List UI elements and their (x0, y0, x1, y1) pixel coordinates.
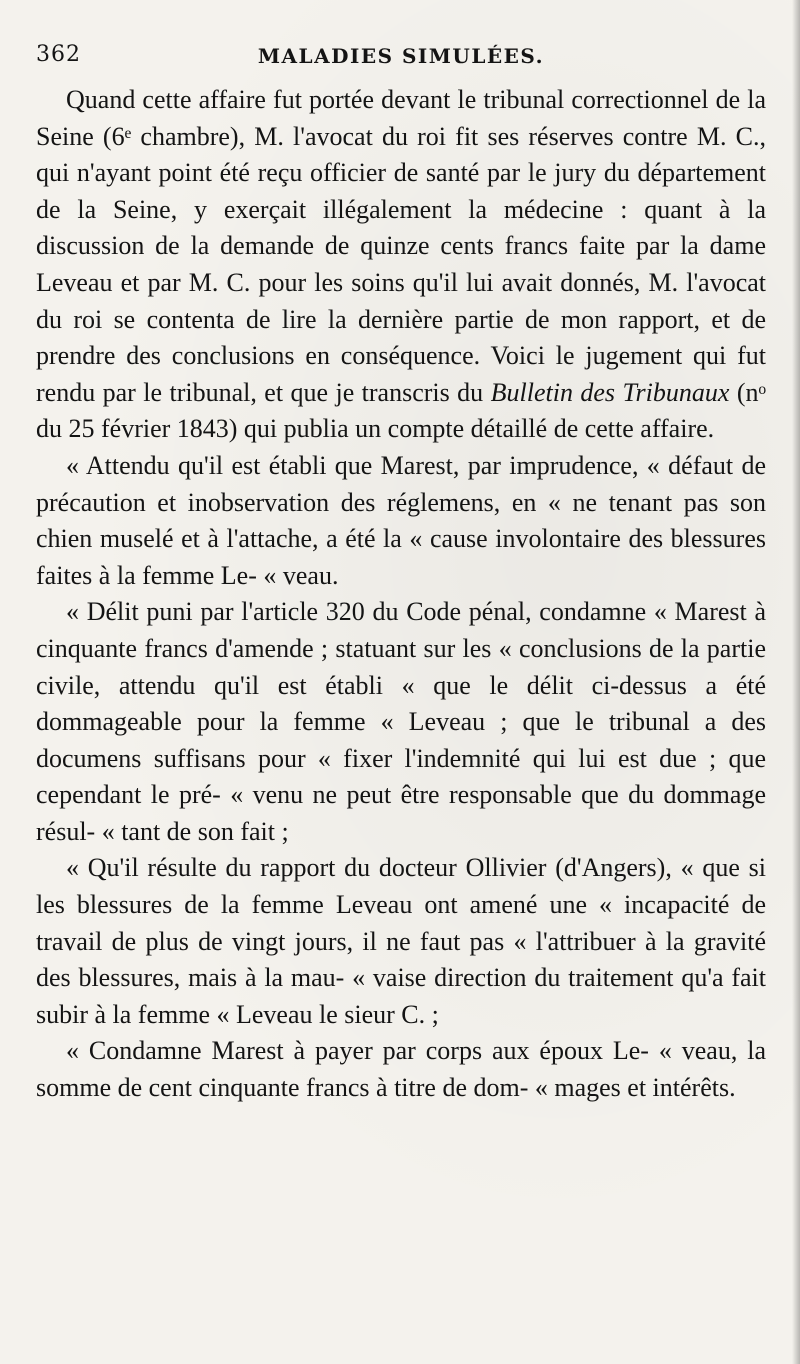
running-title: MALADIES SIMULÉES. (257, 44, 545, 68)
judgment-paragraph-3: « Qu'il résulte du rapport du docteur Ollivier (d'Angers), « que si les blessures de la femme Leveau ont amené une « incapacité de travail de plus de vingt jours, il ne faut pas « l'attribuer à la gravité des blessures, mais à la mau- « vaise direction du traitement qu'a fait subir à la femme « Leveau le sieur C. ; (36, 853, 766, 1029)
page-header (36, 38, 766, 82)
page-edge-shadow (792, 0, 800, 1364)
body-text (36, 82, 766, 1107)
journal-title-italic: Bulletin des Tribunaux (490, 377, 730, 407)
paragraph-intro-text-a: Quand cette affaire fut portée devant le tribunal correctionnel de la Seine (6ᵉ chambre), M. l'avocat du roi fit ses réserves contre M. C., qui n'ayant point été reçu officier de santé par le jury du département de la Seine, y exerçait illégalement la médecine : quant à la discussion de la demande de quinze cents francs faite par la dame Leveau et par M. C. pour les soins qu'il lui avait donnés, M. l'avocat du roi se contenta de lire la dernière partie de mon rapport, et de prendre des conclusions en conséquence. Voici le jugement qui fut rendu par le tribunal, et que je transcris du (36, 85, 766, 407)
judgment-paragraph-4: « Condamne Marest à payer par corps aux époux Le- « veau, la somme de cent cinquante francs à titre de dom- « mages et intérêts. (36, 1036, 766, 1103)
judgment-paragraph-2: « Délit puni par l'article 320 du Code pénal, condamne « Marest à cinquante francs d'amende ; statuant sur les « conclusions de la partie civile, attendu qu'il est établi « que le délit ci-dessus a été dommageable pour la femme « Leveau ; que le tribunal a des documens suffisans pour « fixer l'indemnité qui lui est due ; que cependant le pré- « venu ne peut être responsable que du dommage résul- « tant de son fait ; (36, 597, 766, 846)
page-number: 362 (36, 42, 81, 67)
judgment-paragraph-1: « Attendu qu'il est établi que Marest, par imprudence, « défaut de précaution et inobservation des réglemens, en « ne tenant pas son chien muselé et à l'attache, a été la « cause involontaire des blessures faites à la femme Le- « veau. (36, 450, 766, 590)
paragraph-intro (36, 82, 766, 448)
paragraph-intro-text-b: (nᵒ du 25 février 1843) qui publia un compte détaillé de cette affaire. (36, 377, 766, 444)
